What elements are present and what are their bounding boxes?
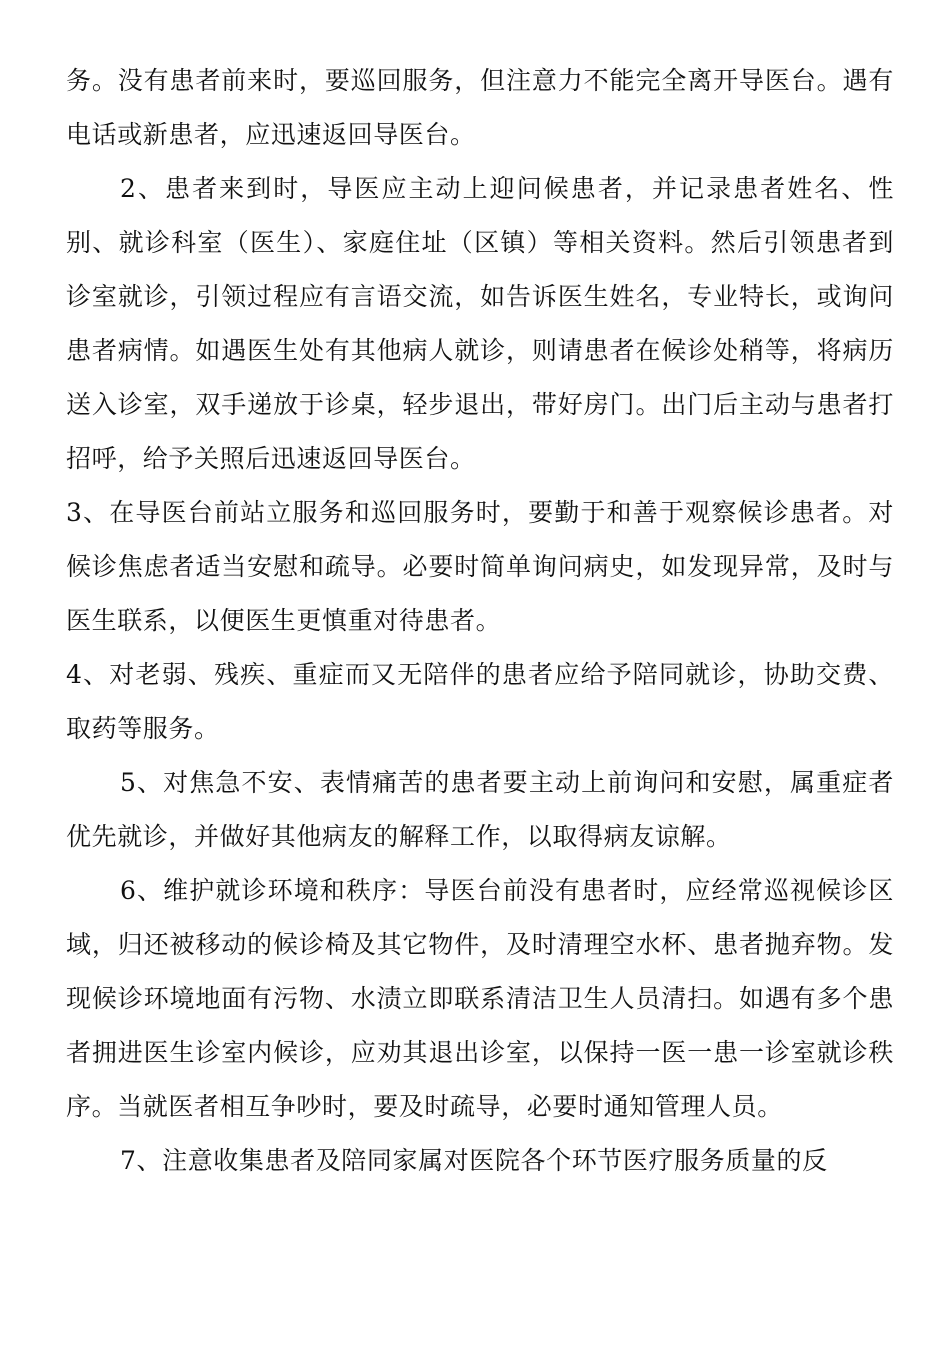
paragraph-5: 5、对焦急不安、表情痛苦的患者要主动上前询问和安慰，属重症者优先就诊，并做好其他病友的解释工作，以取得病友谅解。 (66, 768, 894, 851)
paragraph-3: 3、在导医台前站立服务和巡回服务时，要勤于和善于观察候诊患者。对候诊焦虑者适当安慰和疏导。必要时简单询问病史，如发现异常，及时与医生联系，以便医生更慎重对待患者。 (66, 498, 894, 635)
paragraph-4: 4、对老弱、残疾、重症而又无陪伴的患者应给予陪同就诊，协助交费、取药等服务。 (66, 660, 894, 743)
document-body (66, 54, 894, 1188)
paragraph-2: 2、患者来到时，导医应主动上迎问候患者，并记录患者姓名、性别、就诊科室（医生）、家庭住址（区镇）等相关资料。然后引领患者到诊室就诊，引领过程应有言语交流，如告诉医生姓名，专业特长，或询问患者病情。如遇医生处有其他病人就诊，则请患者在候诊处稍等，将病历送入诊室，双手递放于诊桌，轻步退出，带好房门。出门后主动与患者打招呼，给予关照后迅速返回导医台。 (66, 174, 894, 473)
paragraph-1: 务。没有患者前来时，要巡回服务，但注意力不能完全离开导医台。遇有电话或新患者，应迅速返回导医台。 (66, 66, 894, 149)
paragraph-6: 6、维护就诊环境和秩序：导医台前没有患者时，应经常巡视候诊区域，归还被移动的候诊椅及其它物件，及时清理空水杯、患者抛弃物。发现候诊环境地面有污物、水渍立即联系清洁卫生人员清扫。如遇有多个患者拥进医生诊室内候诊，应劝其退出诊室，以保持一医一患一诊室就诊秩序。当就医者相互争吵时，要及时疏导，必要时通知管理人员。 (66, 876, 894, 1121)
paragraph-7: 7、注意收集患者及陪同家属对医院各个环节医疗服务质量的反 (120, 1146, 828, 1175)
